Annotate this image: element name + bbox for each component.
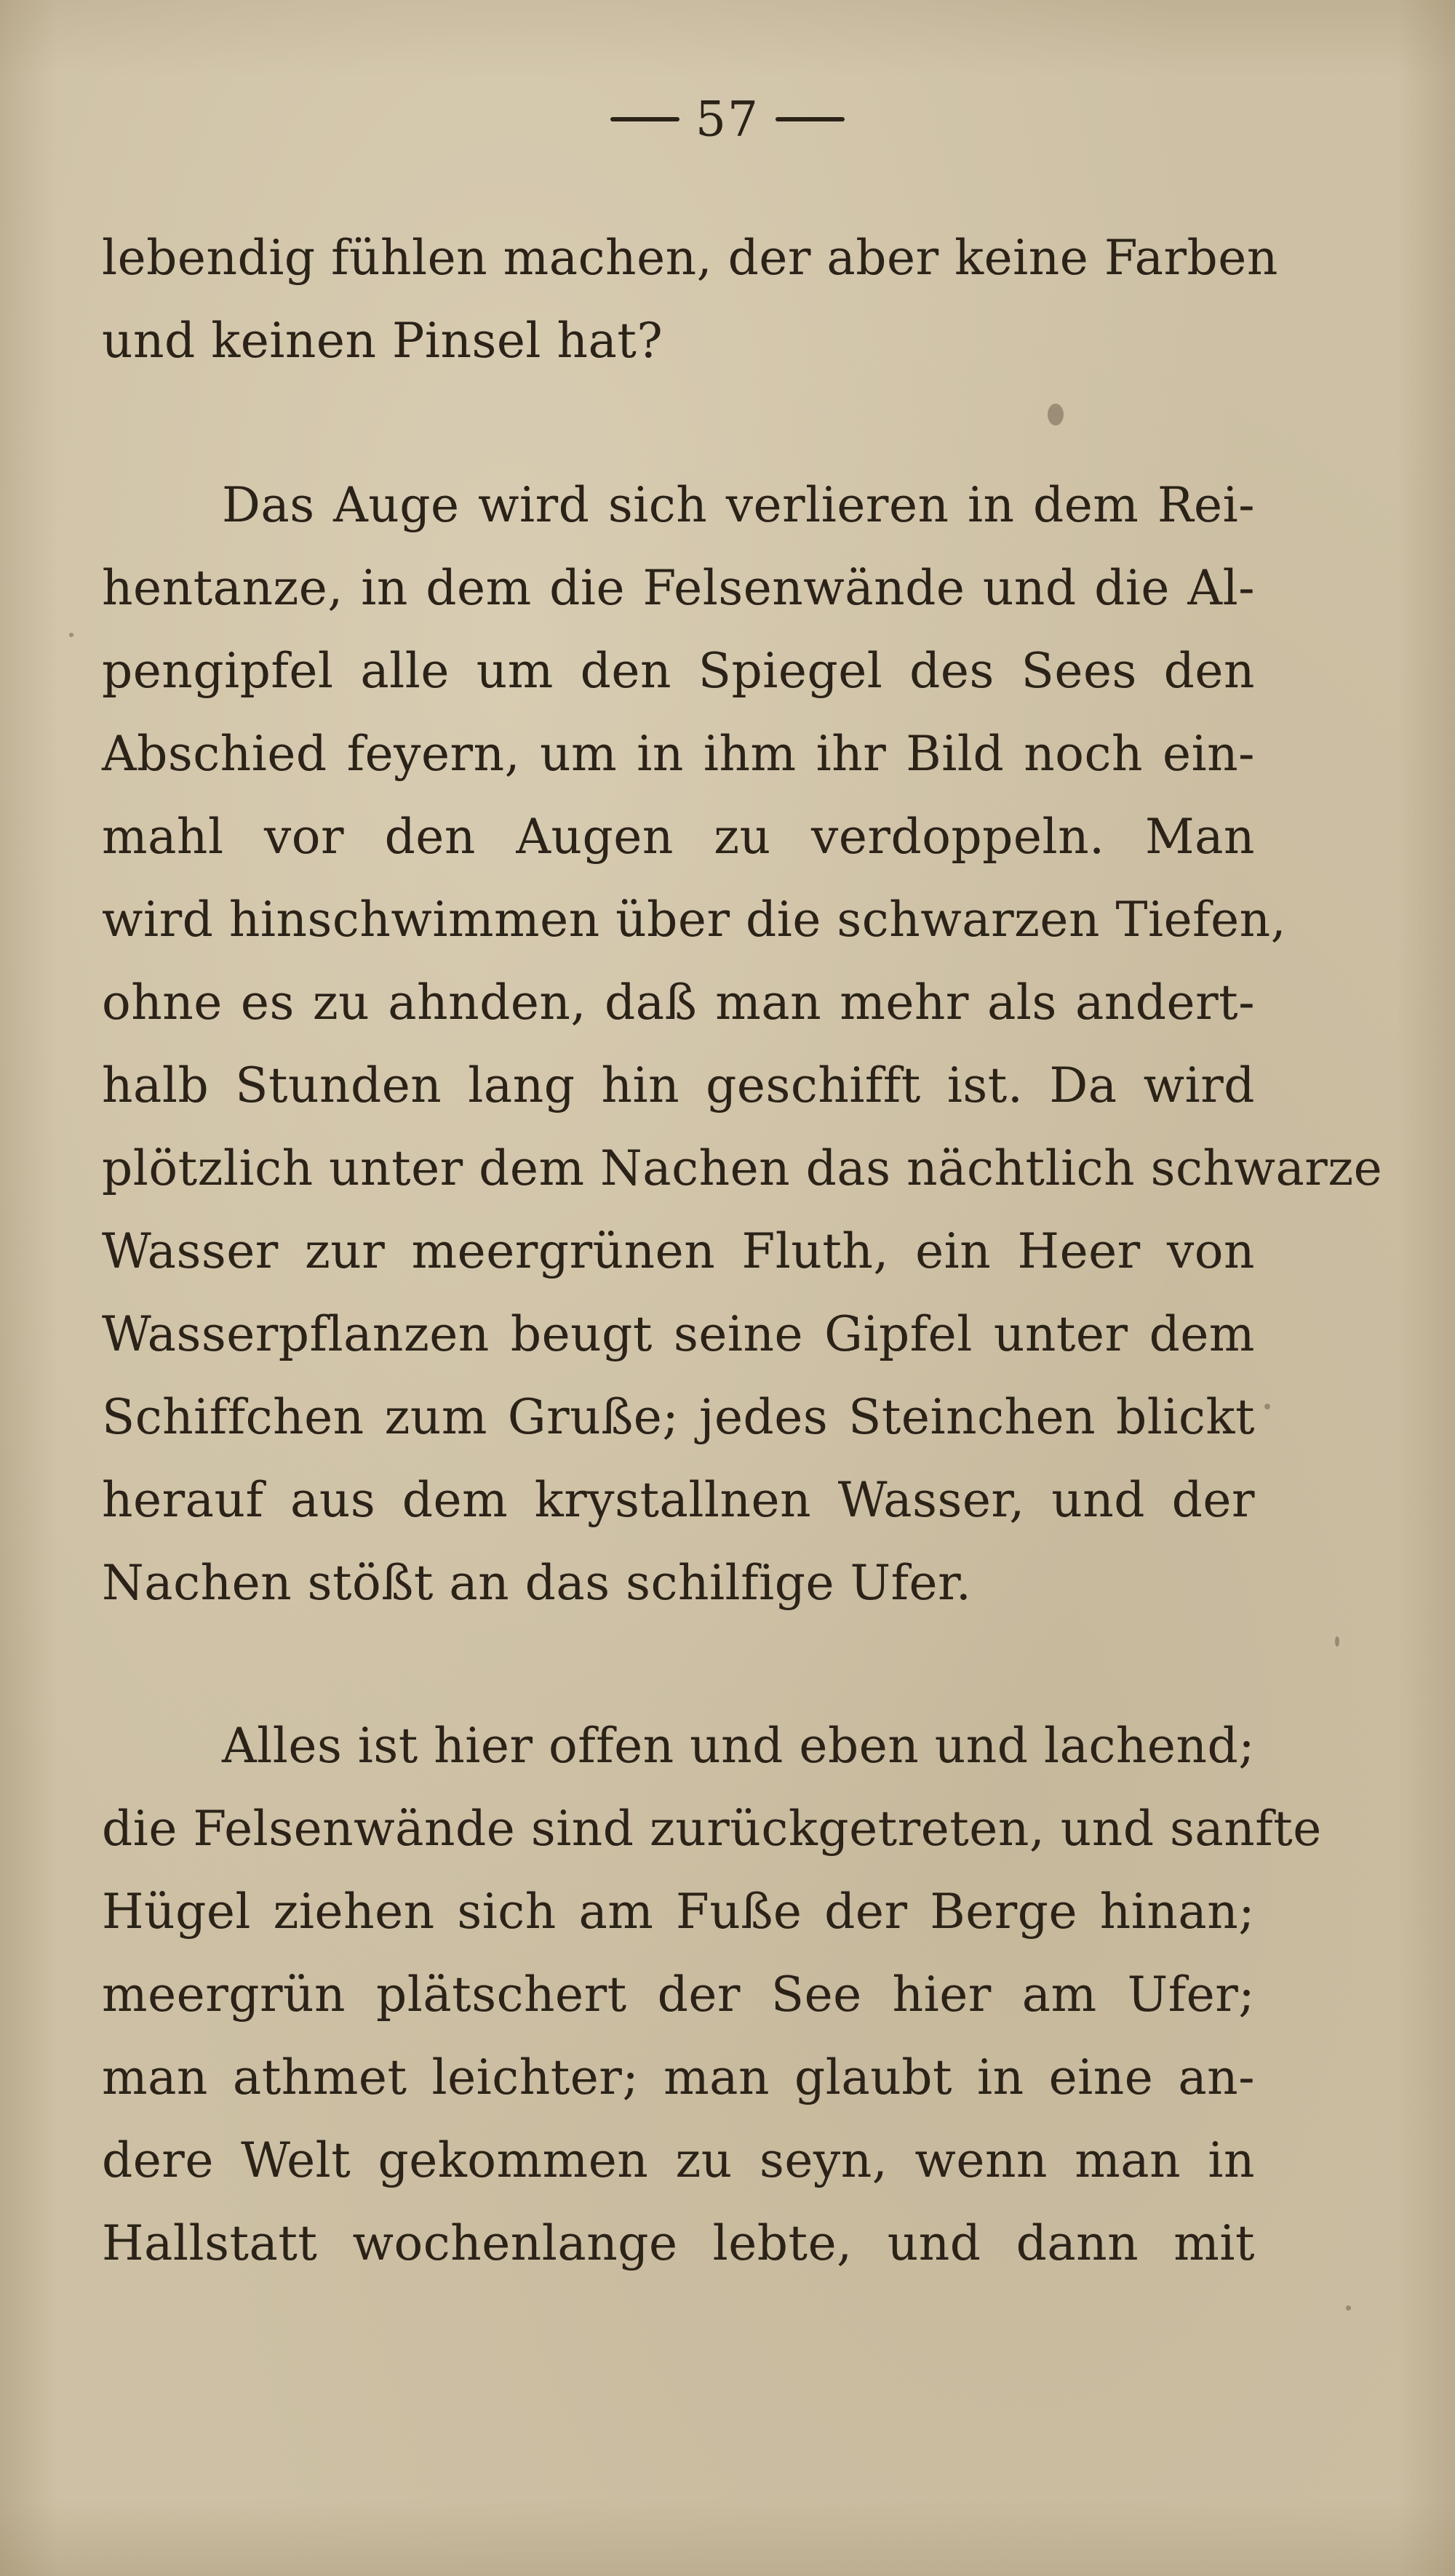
page-number: 57 xyxy=(695,91,760,148)
text-line: halb Stunden lang hin geschifft ist. Da wird xyxy=(102,1057,1255,1113)
paper-speck xyxy=(1335,1636,1339,1647)
text-line: plötzlich unter dem Nachen das nächtlich schwarze xyxy=(102,1140,1383,1196)
paper-speck xyxy=(69,633,73,637)
text-line: Schiffchen zum Gruße; jedes Steinchen blickt xyxy=(102,1389,1255,1445)
text-line: ohne es zu ahnden, daß man mehr als andert- xyxy=(102,975,1255,1031)
page-header xyxy=(0,87,1455,148)
text-line: die Felsenwände sind zurückgetreten, und sanfte xyxy=(102,1801,1322,1857)
text-line: meergrün plätschert der See hier am Ufer; xyxy=(102,1967,1255,2023)
text-line: Wasserpflanzen beugt seine Gipfel unter dem xyxy=(102,1306,1255,1362)
text-line: und keinen Pinsel hat? xyxy=(102,313,663,369)
paper-speck xyxy=(1264,1404,1270,1409)
text-line: Hügel ziehen sich am Fuße der Berge hinan; xyxy=(102,1884,1255,1940)
text-line: Abschied feyern, um in ihm ihr Bild noch ein- xyxy=(102,726,1255,782)
text-line: man athmet leichter; man glaubt in eine an- xyxy=(102,2049,1255,2105)
text-line: Hallstatt wochenlange lebte, und dann mit xyxy=(102,2215,1255,2271)
text-line: wird hinschwimmen über die schwarzen Tiefen, xyxy=(102,892,1287,948)
text-line: Nachen stößt an das schilfige Ufer. xyxy=(102,1555,972,1611)
text-line: hentanze, in dem die Felsenwände und die Al- xyxy=(102,560,1255,616)
text-line: dere Welt gekommen zu seyn, wenn man in xyxy=(102,2132,1255,2188)
text-line: lebendig fühlen machen, der aber keine Farben xyxy=(102,230,1278,286)
header-dash-right xyxy=(776,117,845,121)
text-line: herauf aus dem krystallnen Wasser, und der xyxy=(102,1472,1255,1528)
text-line: Alles ist hier offen und eben und lachend; xyxy=(222,1718,1255,1774)
paper-speck xyxy=(1346,2305,1351,2311)
text-line: Das Auge wird sich verlieren in dem Rei- xyxy=(222,477,1255,533)
text-line: pengipfel alle um den Spiegel des Sees den xyxy=(102,643,1255,699)
paper-speck xyxy=(1048,404,1064,425)
text-line: mahl vor den Augen zu verdoppeln. Man xyxy=(102,809,1255,865)
header-dash-left xyxy=(610,117,679,121)
text-line: Wasser zur meergrünen Fluth, ein Heer von xyxy=(102,1223,1255,1279)
